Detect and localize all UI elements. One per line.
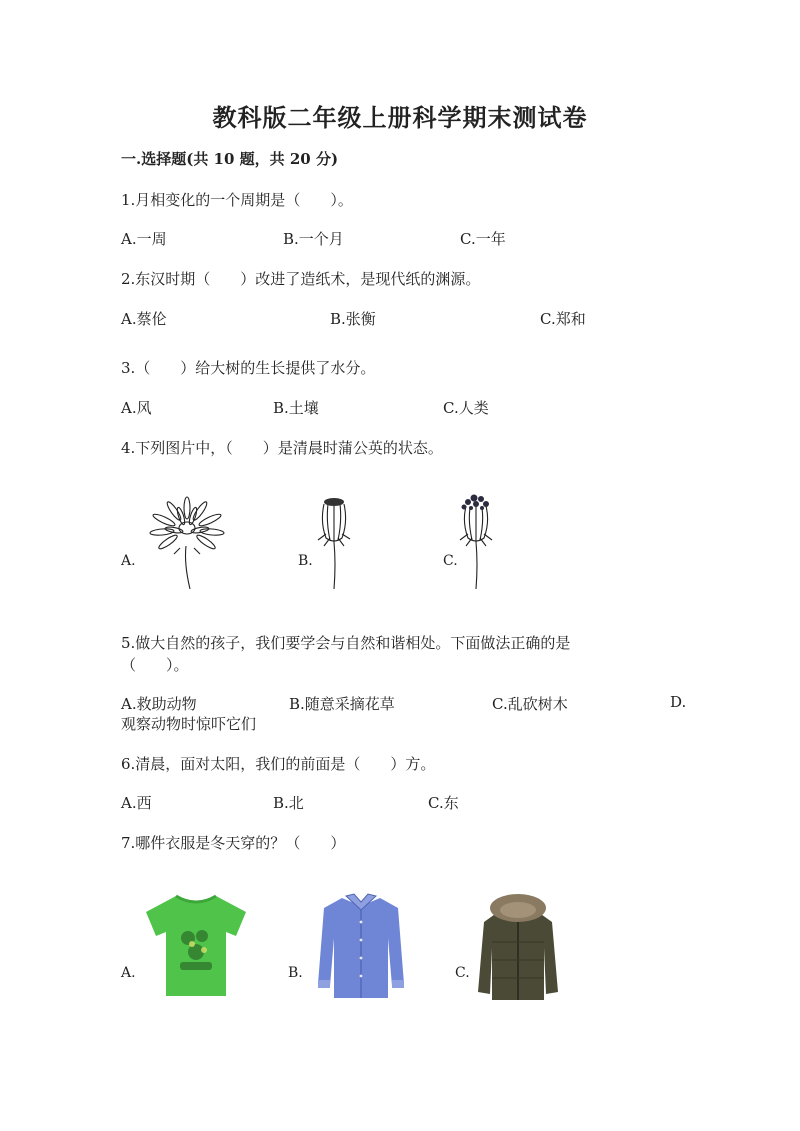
page-title: 教科版二年级上册科学期末测试卷 (212, 103, 588, 132)
question-6-option-b: B.北 (273, 794, 304, 812)
question-5-option-d-text: 观察动物时惊吓它们 (121, 715, 257, 733)
question-6-stem: 6.清晨，面对太阳，我们的前面是（ ）方。 (121, 755, 436, 773)
question-3-option-c: C.人类 (443, 399, 489, 417)
open-dandelion-flower-icon (138, 494, 236, 594)
question-1-option-a: A.一周 (121, 230, 167, 248)
question-4-option-a: A. (121, 553, 136, 569)
question-5-stem-line-1: 5.做大自然的孩子，我们要学会与自然和谐相处。下面做法正确的是 (121, 634, 571, 652)
question-5-option-a: A.救助动物 (121, 695, 197, 713)
question-7-option-b: B. (288, 965, 303, 981)
question-4-option-b: B. (298, 553, 313, 569)
question-3-stem: 3.（ ）给大树的生长提供了水分。 (121, 359, 376, 377)
question-2-stem: 2.东汉时期（ ）改进了造纸术，是现代纸的渊源。 (121, 270, 481, 288)
question-2-option-c: C.郑和 (540, 310, 586, 328)
winter-parka-icon (476, 892, 560, 1004)
green-tshirt-icon (142, 894, 250, 998)
question-1-stem: 1.月相变化的一个周期是（ ）。 (121, 191, 353, 209)
question-2-option-a: A.蔡伦 (121, 310, 167, 328)
question-3-option-b: B.土壤 (273, 399, 319, 417)
dandelion-seed-head-icon (454, 492, 498, 592)
question-7-option-c: C. (455, 965, 470, 981)
question-6-option-a: A.西 (121, 794, 152, 812)
question-5-option-d: D. (670, 693, 687, 711)
question-7-stem: 7.哪件衣服是冬天穿的？（ ） (121, 834, 346, 852)
section-heading: 一.选择题(共 10 题，共 20 分) (121, 150, 339, 168)
question-6-option-c: C.东 (428, 794, 459, 812)
question-2-option-b: B.张衡 (330, 310, 376, 328)
question-7-option-a: A. (121, 965, 136, 981)
question-5-option-b: B.随意采摘花草 (289, 695, 395, 713)
question-5-stem-line-2: （ ）。 (121, 656, 189, 674)
question-5-option-c: C.乱砍树木 (492, 695, 568, 713)
closed-dandelion-bud-icon (314, 494, 354, 594)
question-4-option-c: C. (443, 553, 458, 569)
blue-dress-shirt-icon (316, 892, 406, 1002)
question-4-stem: 4.下列图片中，（ ）是清晨时蒲公英的状态。 (121, 439, 443, 457)
question-3-option-a: A.风 (121, 399, 152, 417)
question-1-option-c: C.一年 (460, 230, 506, 248)
question-1-option-b: B.一个月 (283, 230, 344, 248)
